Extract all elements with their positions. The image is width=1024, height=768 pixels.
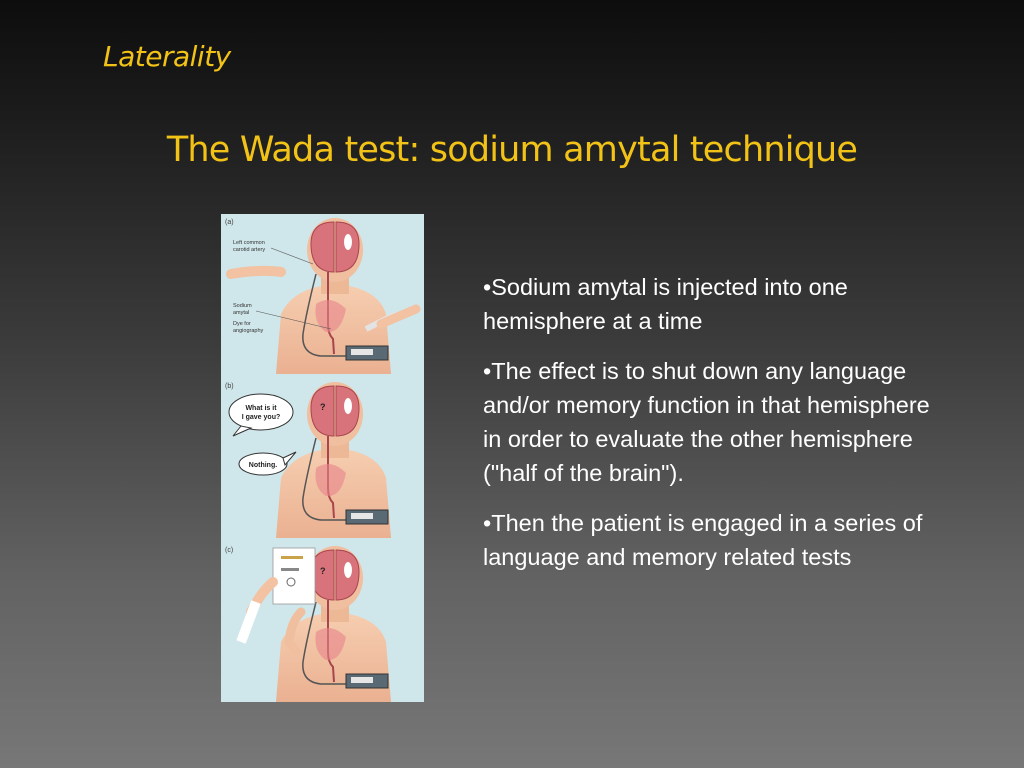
panel-a xyxy=(221,214,424,374)
annotation: angiography xyxy=(233,328,264,334)
panel-c xyxy=(221,542,424,702)
speech-question: What is it xyxy=(245,405,277,412)
annotation: Sodium xyxy=(233,303,252,309)
panel-label: (c) xyxy=(225,547,234,554)
annotation: amytal xyxy=(233,310,250,316)
panel-label: (a) xyxy=(225,219,234,226)
annotation: Left common xyxy=(233,240,265,246)
section-title: Laterality xyxy=(103,40,231,73)
speech-question: I gave you? xyxy=(241,414,281,421)
bullet-item: •Sodium amytal is injected into one hemisphere at a time xyxy=(483,274,848,334)
slide-title: The Wada test: sodium amytal technique xyxy=(166,130,858,170)
speech-answer: Nothing. xyxy=(248,462,278,469)
panel-b xyxy=(221,378,424,538)
bullet-item: •The effect is to shut down any language and/or memory function in that hemisphere in order to evaluate the other hemisphere ("half of the brain"). xyxy=(483,358,930,486)
question-mark: ? xyxy=(320,402,326,412)
bullet-list xyxy=(483,270,953,590)
wada-test-illustration xyxy=(221,214,424,702)
panel-label: (b) xyxy=(225,383,234,390)
annotation: Dye for xyxy=(233,321,251,327)
bullet-item: •Then the patient is engaged in a series of language and memory related tests xyxy=(483,510,923,570)
annotation: carotid artery xyxy=(233,247,266,253)
question-mark: ? xyxy=(320,566,326,576)
